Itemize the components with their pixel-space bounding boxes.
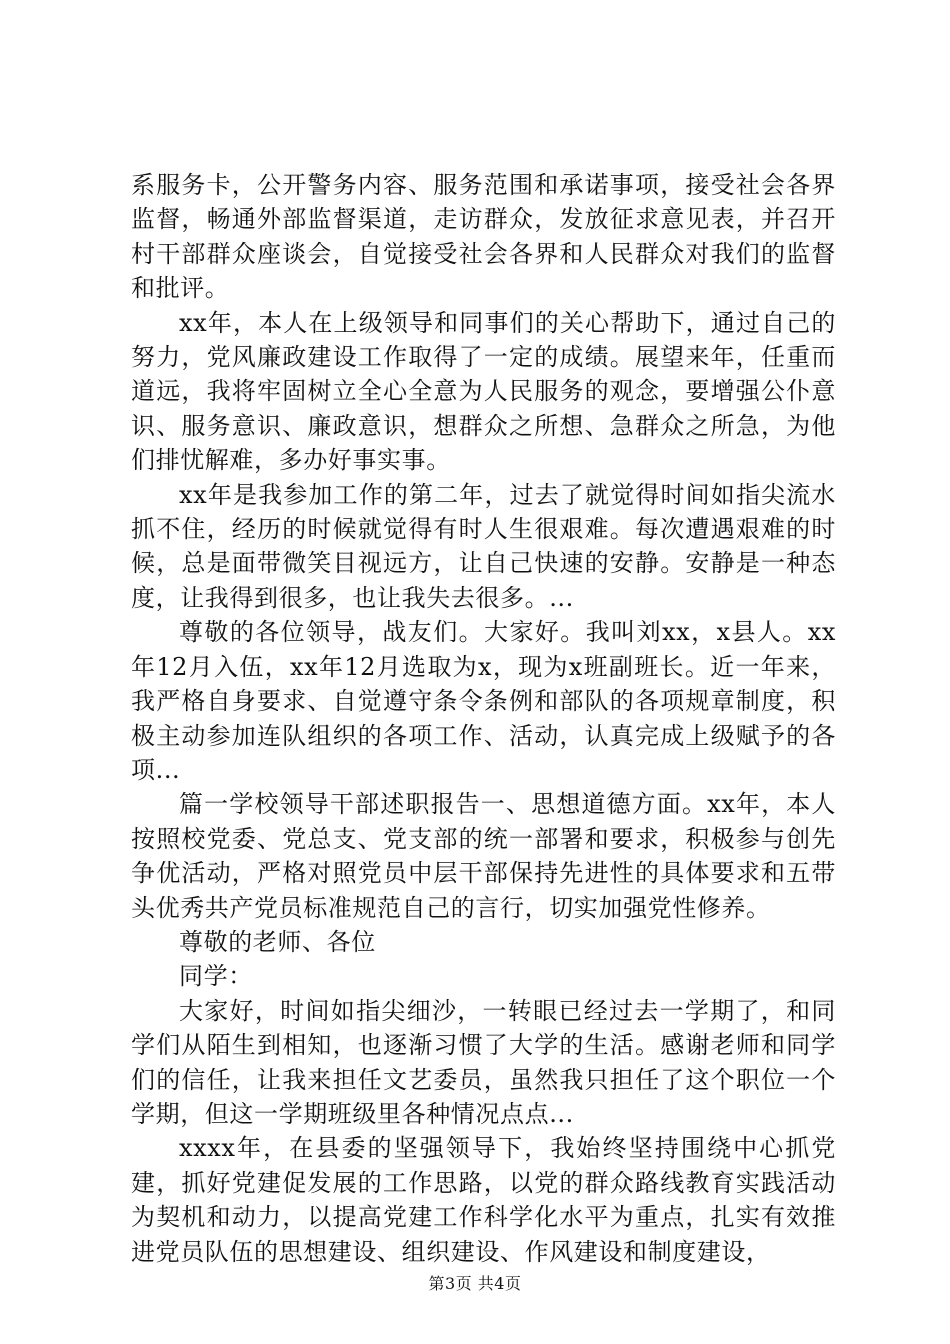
paragraph-2: xx年，本人在上级领导和同事们的关心帮助下，通过自己的努力，党风廉政建设工作取得了一定的成绩。展望来年，任重而道远，我将牢固树立全心全意为人民服务的观念，要增强公仆意识、服务意识、廉政意识，想群众之所想、急群众之所急，为他们排忧解难，多办好事实事。 bbox=[131, 308, 836, 475]
paragraph-4: 尊敬的各位领导，战友们。大家好。我叫刘xx，x县人。xx年12月入伍，xx年12月选取为x，现为x班副班长。近一年来，我严格自身要求、自觉遵守条令条例和部队的各项规章制度，积极主动参加连队组织的各项工作、活动，认真完成上级赋予的各项... bbox=[131, 618, 836, 784]
paragraph-5: 篇一学校领导干部述职报告一、思想道德方面。xx年，本人按照校党委、党总支、党支部的统一部署和要求，积极参与创先争优活动，严格对照党员中层干部保持先进性的具体要求和五带头优秀共产党员标准规范自己的言行，切实加强党性修养。 bbox=[131, 790, 836, 922]
paragraph-7: 同学： bbox=[179, 962, 253, 991]
paragraph-1: 系服务卡，公开警务内容、服务范围和承诺事项，接受社会各界监督，畅通外部监督渠道，走访群众，发放征求意见表，并召开村干部群众座谈会，自觉接受社会各界和人民群众对我们的监督和批评。 bbox=[131, 171, 836, 303]
paragraph-8: 大家好，时间如指尖细沙，一转眼已经过去一学期了，和同学们从陌生到相知，也逐渐习惯了大学的生活。感谢老师和同学们的信任，让我来担任文艺委员，虽然我只担任了这个职位一个学期，但这一学期班级里各种情况点点... bbox=[131, 996, 836, 1128]
paragraph-6: 尊敬的老师、各位 bbox=[179, 927, 376, 956]
paragraph-3: xx年是我参加工作的第二年，过去了就觉得时间如指尖流水抓不住，经历的时候就觉得有时人生很艰难。每次遭遇艰难的时候，总是面带微笑目视远方，让自己快速的安静。安静是一种态度，让我得到很多，也让我失去很多。... bbox=[131, 480, 836, 612]
page-number-footer: 第3页 共4页 bbox=[428, 1274, 522, 1293]
paragraph-9: xxxx年，在县委的坚强领导下，我始终坚持围绕中心抓党建，抓好党建促发展的工作思路，以党的群众路线教育实践活动为契机和动力，以提高党建工作科学化水平为重点，扎实有效推进党员队伍的思想建设、组织建设、作风建设和制度建设， bbox=[131, 1134, 836, 1266]
document-body bbox=[131, 168, 836, 1269]
